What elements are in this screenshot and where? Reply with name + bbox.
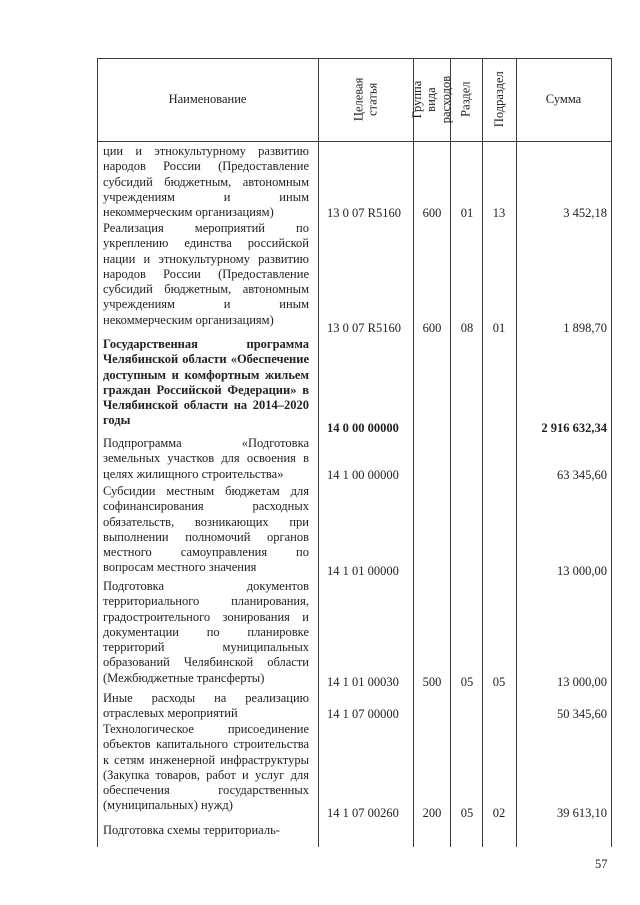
header-group-label: Группа вида расходов — [409, 75, 453, 124]
row-subsection: 13 — [492, 206, 506, 220]
row-code: 14 1 00 00000 — [327, 468, 399, 482]
page-number: 57 — [595, 857, 608, 871]
row-code: 14 1 07 00000 — [327, 707, 399, 721]
column-rule — [611, 58, 612, 847]
header-target-label: Целевая статья — [351, 77, 380, 122]
row-name: Субсидии местным бюджетам для софинансирования расходных обязательств, возникающих при выполнении полномочий органов местного самоуправления по вопросам местного значения — [103, 484, 309, 575]
header-sum-label: Сумма — [545, 92, 582, 107]
header-bottom-border — [97, 141, 611, 142]
row-section: 05 — [460, 806, 474, 820]
row-sum: 2 916 632,34 — [541, 421, 607, 435]
column-rule — [318, 58, 319, 847]
header-sum — [516, 58, 611, 141]
row-name: Иные расходы на реализацию отраслевых мероприятий — [103, 691, 309, 721]
header-subsection — [482, 58, 516, 141]
column-rule — [97, 58, 98, 847]
row-name: Подготовка документов территориального планирования, градостроительного зонирования и документации по планировке территорий муниципальных образований Челябинской области (Межбюджетные трансферты) — [103, 579, 309, 685]
row-sum: 13 000,00 — [557, 675, 607, 689]
header-name — [97, 58, 318, 141]
row-sum: 13 000,00 — [557, 564, 607, 578]
row-name: ции и этнокультурному развитию народов России (Предоставление субсидий бюджетным, автономным учреждениям и иным некоммерческим организациям) — [103, 144, 309, 220]
row-group: 200 — [422, 806, 442, 820]
row-sum: 50 345,60 — [557, 707, 607, 721]
row-subsection: 05 — [492, 675, 506, 689]
header-group — [409, 58, 453, 141]
row-name: Государственная программа Челябинской области «Обеспечение доступным и комфортным жильем граждан Российской Федерации» в Челябинской области на 2014–2020 годы — [103, 337, 309, 428]
row-sum: 63 345,60 — [557, 468, 607, 482]
row-name: Подпрограмма «Подготовка земельных участков для освоения в целях жилищного строительства» — [103, 436, 309, 481]
header-section — [450, 58, 482, 141]
row-code: 14 1 01 00000 — [327, 564, 399, 578]
row-group: 600 — [422, 206, 442, 220]
row-name: Реализация мероприятий по укреплению единства российской нации и этнокультурному развитию народов России (Предоставление субсидий бюджетным, автономным учреждениям и иным некоммерческим организациям) — [103, 221, 309, 327]
column-rule — [516, 58, 517, 847]
row-code: 14 1 01 00030 — [327, 675, 399, 689]
header-target — [318, 58, 413, 141]
header-section-label: Раздел — [458, 81, 473, 118]
row-sum: 1 898,70 — [563, 321, 607, 335]
row-name: Подготовка схемы территориаль- — [103, 823, 280, 837]
row-subsection: 02 — [492, 806, 506, 820]
row-name: Технологическое присоединение объектов капитального строительства к сетям инженерной инфраструктуры (Закупка товаров, работ и услуг для обеспечения государственных (муниципальных) нужд) — [103, 722, 309, 813]
row-section: 01 — [460, 206, 474, 220]
row-code: 13 0 07 R5160 — [327, 206, 401, 220]
row-sum: 39 613,10 — [557, 806, 607, 820]
header-subsection-label: Подраздел — [491, 71, 506, 128]
row-section: 08 — [460, 321, 474, 335]
row-sum: 3 452,18 — [563, 206, 607, 220]
row-code: 14 1 07 00260 — [327, 806, 399, 820]
column-rule — [450, 58, 451, 847]
row-code: 14 0 00 00000 — [327, 421, 399, 435]
row-group: 600 — [422, 321, 442, 335]
row-section: 05 — [460, 675, 474, 689]
column-rule — [413, 58, 414, 847]
row-subsection: 01 — [492, 321, 506, 335]
header-name-label: Наименование — [168, 92, 247, 107]
column-rule — [482, 58, 483, 847]
row-code: 13 0 07 R5160 — [327, 321, 401, 335]
row-group: 500 — [422, 675, 442, 689]
